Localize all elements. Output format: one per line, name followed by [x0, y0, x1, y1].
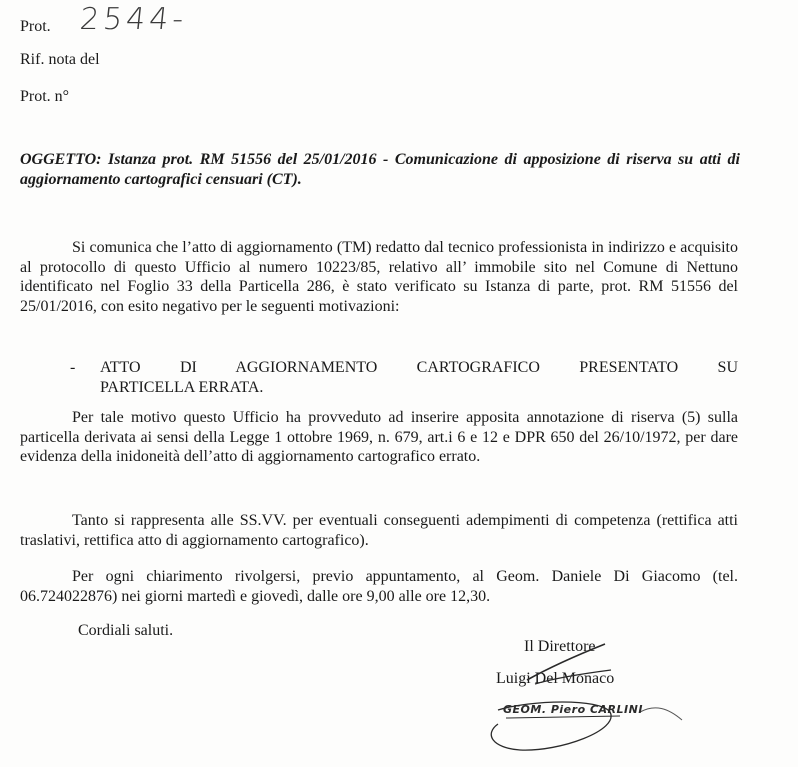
closing-greeting: Cordiali saluti. [78, 622, 174, 639]
body-paragraph-3: Tanto si rappresenta alle SS.VV. per eventuali conseguenti adempimenti di competenza (rettifica atti traslativi, rettifica atto di aggiornamento cartografico). [20, 512, 738, 549]
body-paragraph-2: Per tale motivo questo Ufficio ha provveduto ad inserire apposita annotazione di riserva (5) sulla particella derivata ai sensi della Legge 1 ottobre 1969, n. 679, art.i 6 e 12 e DPR 650 del 26/10/1972, per dare evidenza della inidoneità dell’atto di aggiornamento cartografico errato. [20, 409, 738, 465]
bullet-item [70, 358, 738, 398]
subject-lead: OGGETTO [20, 151, 97, 168]
prot-label: Prot. [20, 18, 51, 35]
handwritten-signature-strokes [525, 640, 615, 690]
signature-name-text: Luigi Del Monaco [496, 670, 615, 687]
bullet-line-2: PARTICELLA ERRATA. [100, 379, 264, 396]
body-paragraph-1: Si comunica che l’atto di aggiornamento (TM) redatto dal tecnico professionista in indirizzo e acquisito al protocollo di questo Ufficio al numero 10223/85, relativo all’ immobile sito nel Comune di Nettuno identificato nel Foglio 33 della Particella 286, è stato verificato su Istanza di parte, prot. RM 51556 del 25/01/2016, con esito negativo per le seguenti motivazioni: [20, 239, 738, 315]
stamp-text: GEOM. Piero CARLINI [503, 703, 643, 716]
bullet-dash: - [70, 359, 76, 376]
handwritten-prot-number: 2544- [78, 2, 190, 37]
rif-nota-label: Rif. nota del [20, 51, 100, 68]
signature-stamp [470, 690, 700, 760]
signature-title: Il Direttore [524, 638, 596, 655]
stamp-loop-icon [470, 690, 700, 760]
subject-text: : Istanza prot. RM 51556 del 25/01/2016 - Comunicazione di apposizione di riserva su atti di aggiornamento cartografici censuari (CT). [20, 151, 740, 188]
prot-n-label: Prot. n° [20, 88, 70, 105]
body-paragraph-4: Per ogni chiarimento rivolgersi, previo appuntamento, al Geom. Daniele Di Giacomo (tel. 06.724022876) nei giorni martedì e giovedì, dalle ore 9,00 alle ore 12,30. [20, 568, 738, 605]
subject-line [20, 150, 740, 190]
bullet-line-1: ATTO DI AGGIORNAMENTO CARTOGRAFICO PRESENTATO SU [100, 359, 738, 376]
